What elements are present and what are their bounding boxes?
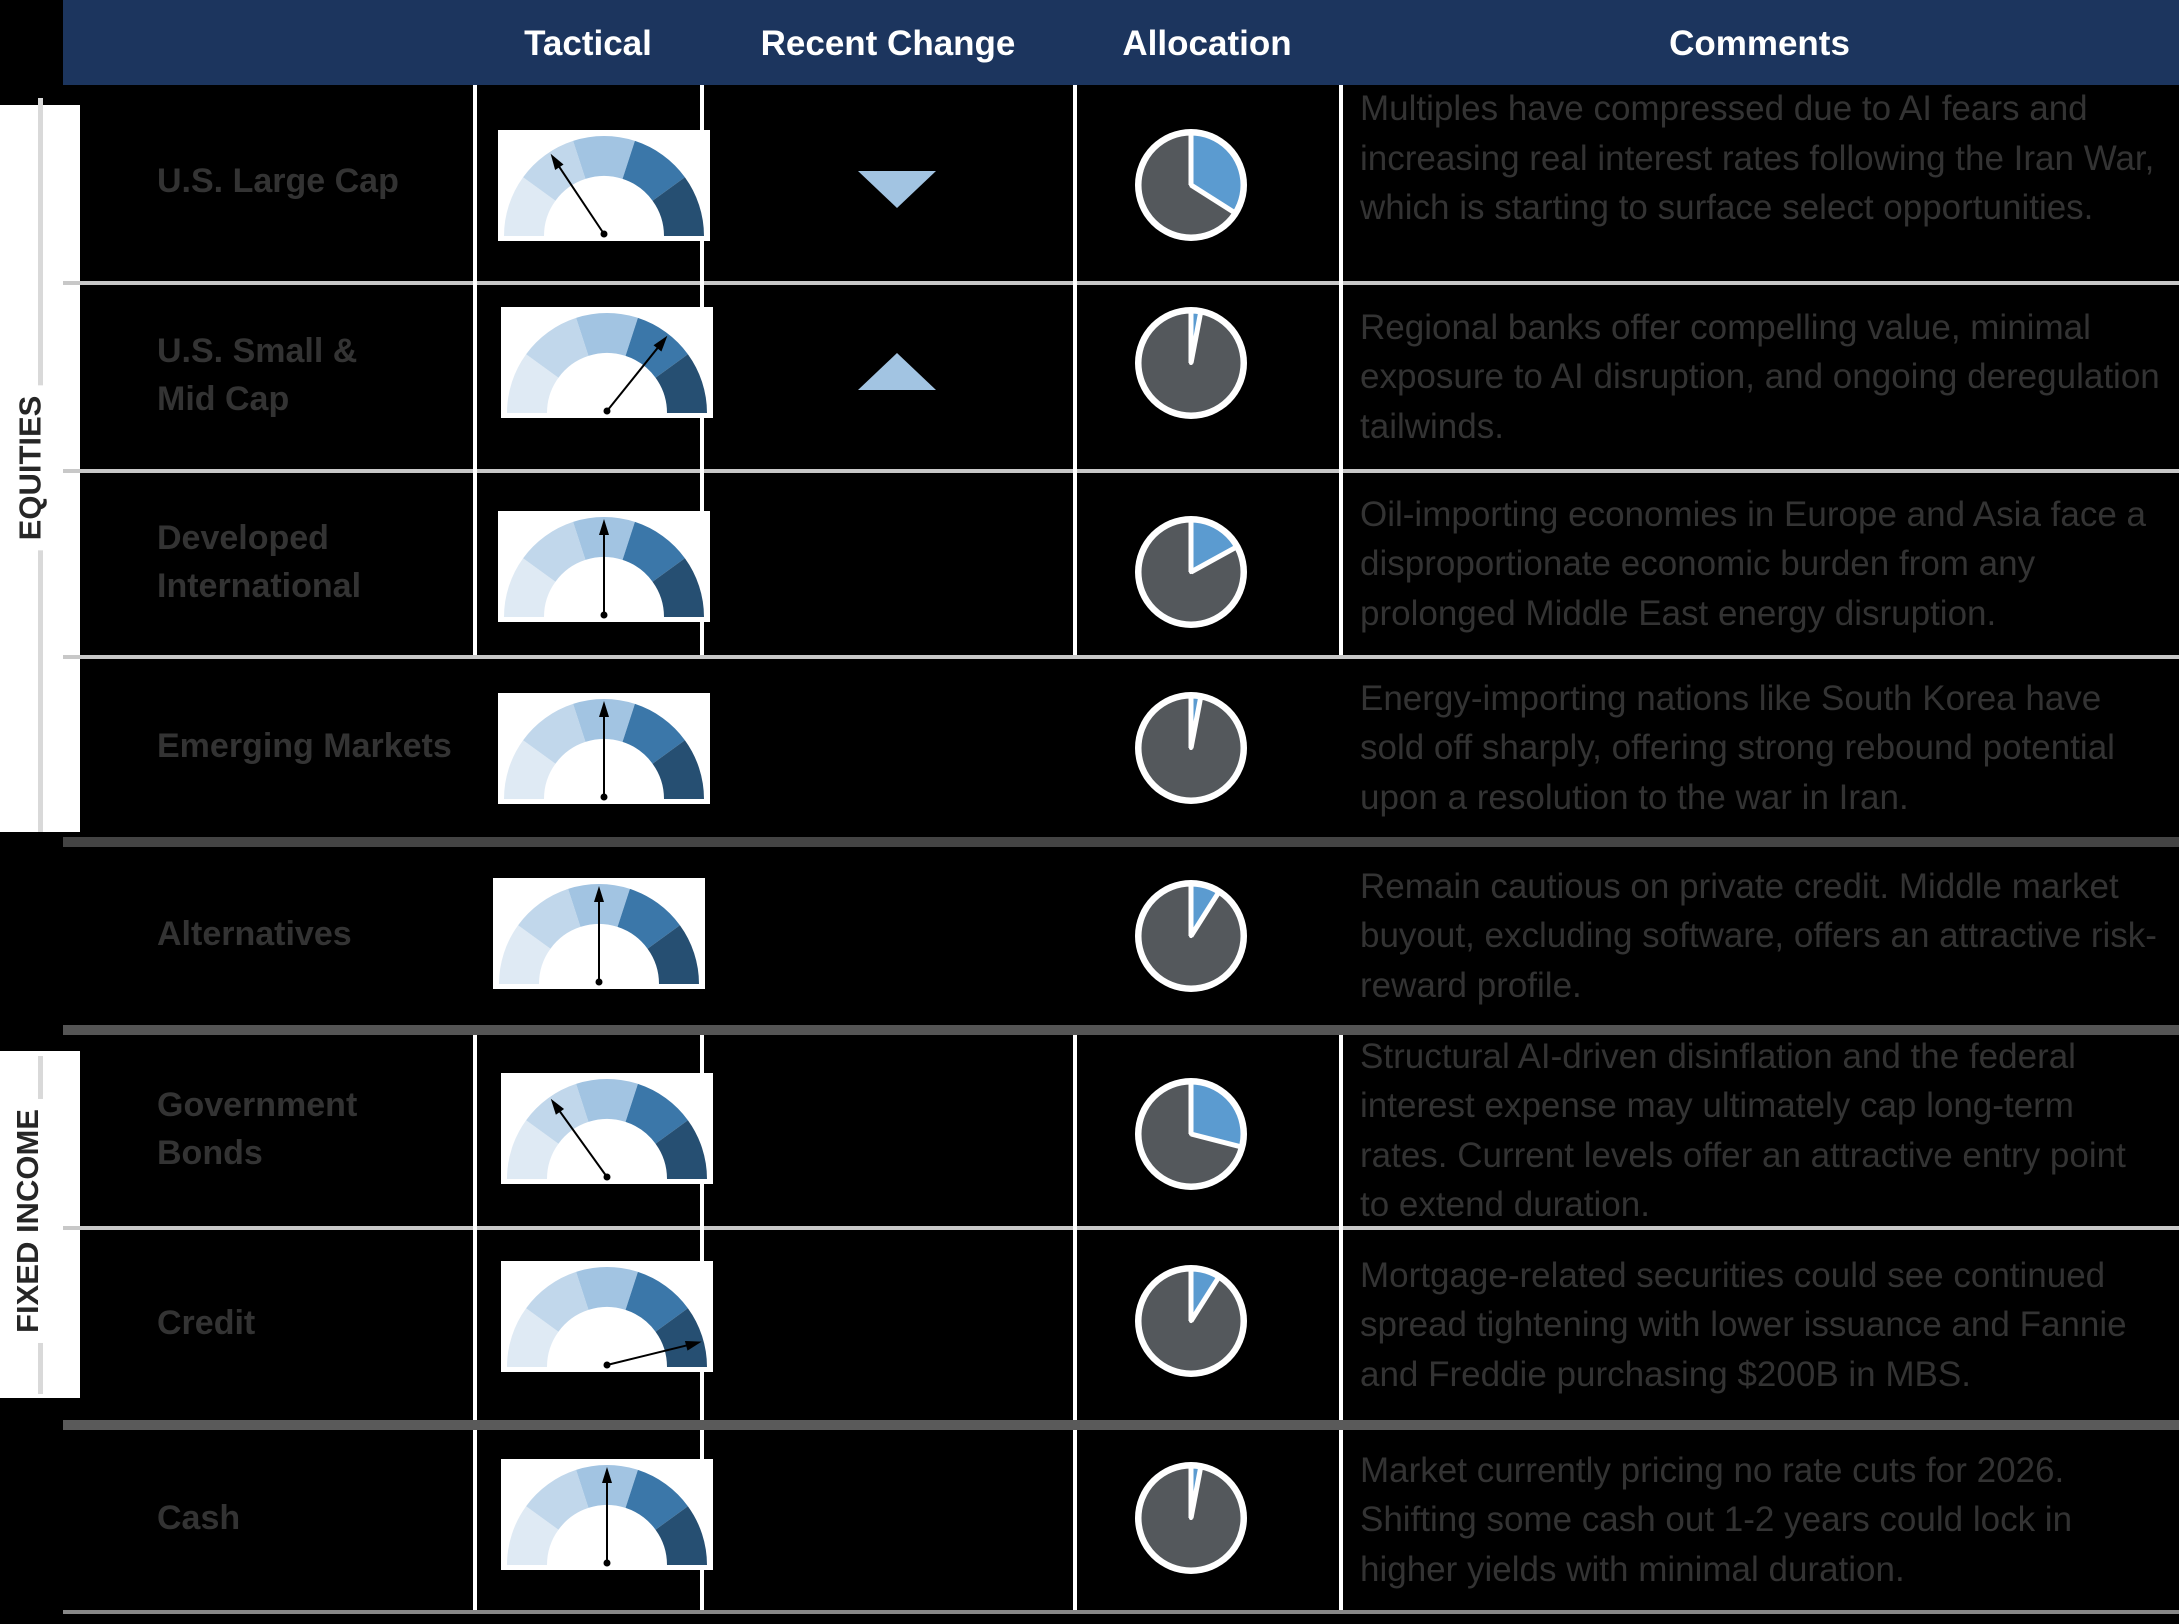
arrow-down-icon: [858, 171, 936, 208]
tactical-gauge-icon: [501, 307, 713, 418]
row-comment: Market currently pricing no rate cuts for 2026. Shifting some cash out 1-2 years could lock in higher yields with minimal duration.: [1360, 1450, 2073, 1589]
row-label: [157, 514, 361, 610]
row-label-line: U.S. Large Cap: [157, 162, 399, 200]
row-label-line: Emerging Markets: [157, 727, 452, 765]
arrow-up-icon: [858, 353, 936, 390]
row-label-line: Bonds: [157, 1133, 263, 1172]
header-tactical: Tactical: [524, 24, 652, 63]
header-allocation: Allocation: [1122, 24, 1292, 63]
tactical-gauge-icon: [493, 878, 705, 989]
column-divider: [1073, 85, 1077, 655]
allocation-pie-icon: [1133, 1460, 1249, 1576]
row-label: [157, 1081, 357, 1177]
row-comment: Regional banks offer compelling value, minimal exposure to AI disruption, and ongoing deregulation tailwinds.: [1360, 307, 2160, 446]
section-label-equities: EQUITIES: [12, 386, 48, 551]
group-divider: [63, 1420, 2179, 1430]
column-divider: [473, 1430, 477, 1610]
row-label: [157, 1494, 240, 1542]
tactical-gauge-icon: [498, 693, 710, 804]
allocation-pie-icon: [1133, 127, 1249, 243]
row-divider: [63, 655, 2179, 659]
row-label: [157, 722, 452, 770]
table-header: [63, 0, 2179, 85]
allocation-pie-icon: [1133, 878, 1249, 994]
row-label-line: Government: [157, 1085, 358, 1124]
allocation-pie-icon: [1133, 514, 1249, 630]
row-comment: Multiples have compressed due to AI fears and increasing real interest rates following the Iran War, which is starting to surface select opportunities.: [1360, 89, 2155, 227]
tactical-gauge-icon: [498, 130, 710, 241]
group-divider: [63, 837, 2179, 847]
row-label: [157, 157, 399, 205]
row-label-line: Mid Cap: [157, 380, 290, 418]
row-comment: Remain cautious on private credit. Middle market buyout, excluding software, offers an attractive risk-reward profile.: [1360, 866, 2157, 1005]
column-divider: [1339, 85, 1343, 655]
column-divider: [473, 1035, 477, 1420]
row-label-line: Credit: [157, 1304, 256, 1342]
column-divider: [1073, 1035, 1077, 1420]
row-divider: [63, 281, 2179, 285]
row-label-line: U.S. Small &: [157, 332, 358, 370]
row-label-line: Cash: [157, 1499, 241, 1537]
tactical-gauge-icon: [501, 1459, 713, 1570]
tactical-gauge-icon: [501, 1261, 713, 1372]
row-comment: Structural AI-driven disinflation and the federal interest expense may ultimately cap long-term rates. Current levels offer an attractive entry point to extend duration.: [1360, 1036, 2126, 1224]
row-label-line: International: [157, 567, 362, 605]
row-label: [157, 910, 352, 958]
section-fixed-income: [0, 1051, 80, 1398]
header-comments: Comments: [1669, 24, 1850, 63]
allocation-pie-icon: [1133, 1076, 1249, 1192]
row-divider: [63, 469, 2179, 473]
header-recent-change: Recent Change: [760, 24, 1016, 63]
row-comment: Energy-importing nations like South Korea have sold off sharply, offering strong rebound potential upon a resolution to the war in Iran.: [1360, 678, 2115, 817]
allocation-pie-icon: [1133, 690, 1249, 806]
allocation-pie-icon: [1133, 305, 1249, 421]
column-divider: [1339, 1035, 1343, 1420]
tactical-gauge-icon: [498, 511, 710, 622]
section-label-fixed-income: FIXED INCOME: [10, 1099, 46, 1343]
row-label-line: Developed: [157, 519, 329, 557]
row-comment: Oil-importing economies in Europe and Asia face a disproportionate economic burden from any prolonged Middle East energy disruption.: [1360, 494, 2146, 633]
tactical-gauge-icon: [501, 1073, 713, 1184]
column-divider: [473, 85, 477, 655]
row-label: [157, 327, 357, 423]
bottom-divider: [63, 1610, 2179, 1614]
column-divider: [1339, 1430, 1343, 1610]
row-comment: Mortgage-related securities could see continued spread tightening with lower issuance and Fannie and Freddie purchasing $200B in MBS.: [1360, 1255, 2127, 1394]
allocation-pie-icon: [1133, 1263, 1249, 1379]
column-divider: [1073, 1430, 1077, 1610]
row-label-line: Alternatives: [157, 915, 352, 953]
row-label: [157, 1299, 255, 1347]
